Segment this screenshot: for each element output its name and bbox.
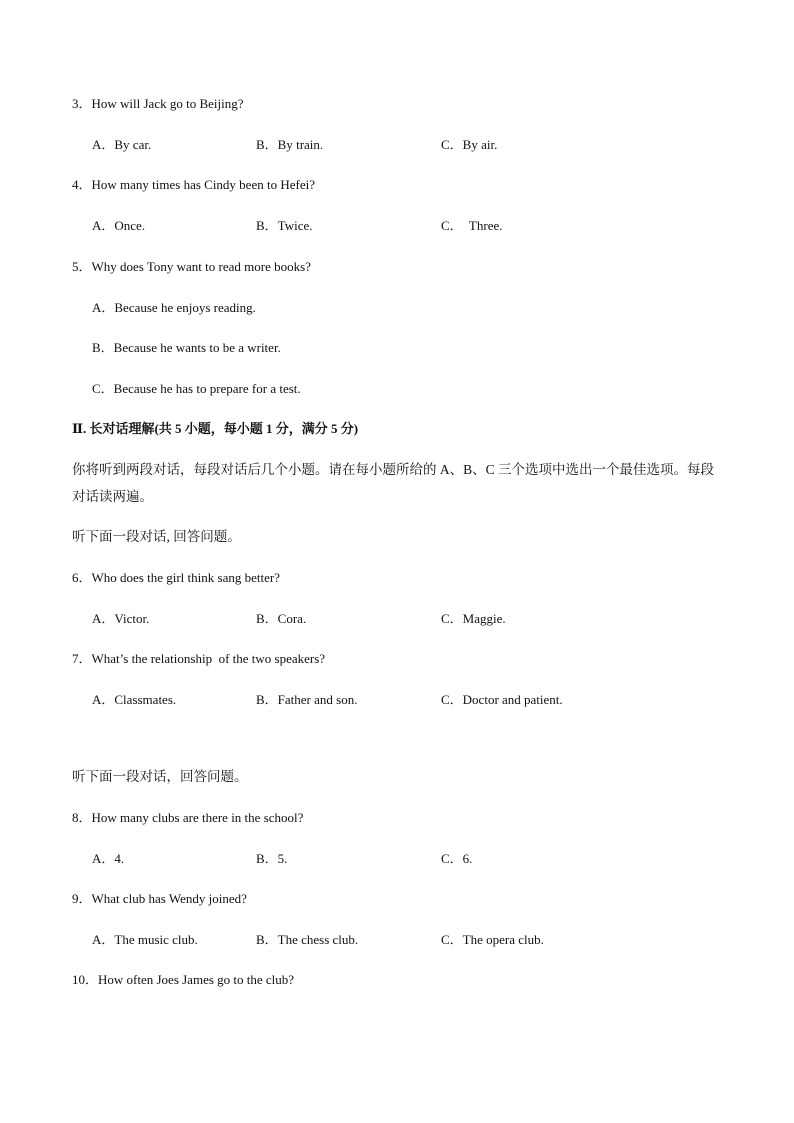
q4-option-c: C． Three. [441, 218, 503, 233]
dialogue-2-instruction: 听下面一段对话，回答问题。 [72, 769, 248, 784]
q3-option-b: B．By train. [256, 137, 324, 152]
q5-option-b: B．Because he wants to be a writer. [92, 340, 281, 355]
question-4: 4．How many times has Cindy been to Hefei? [72, 177, 315, 192]
q3-option-a: A．By car. [92, 137, 152, 152]
q5-option-a: A．Because he enjoys reading. [92, 300, 256, 315]
question-6: 6．Who does the girl think sang better? [72, 570, 280, 585]
q7-option-a: A．Classmates. [92, 692, 177, 707]
q3-option-c: C．By air. [441, 137, 498, 152]
q4-option-b: B．Twice. [256, 218, 313, 233]
q6-option-b: B．Cora. [256, 611, 307, 626]
question-3: 3．How will Jack go to Beijing? [72, 96, 244, 111]
dialogue-1-instruction: 听下面一段对话, 回答问题。 [72, 529, 241, 544]
q4-option-a: A．Once. [92, 218, 146, 233]
section-heading: Ⅱ. 长对话理解(共 5 小题，每小题 1 分，满分 5 分) [72, 421, 359, 436]
q6-option-c: C．Maggie. [441, 611, 506, 626]
q9-option-a: A．The music club. [92, 932, 198, 947]
question-7: 7．What’s the relationship of the two speakers? [72, 651, 326, 666]
q9-option-c: C．The opera club. [441, 932, 544, 947]
question-8: 8．How many clubs are there in the school? [72, 810, 304, 825]
section-directions: 你将听到两段对话，每段对话后几个小题。请在每小题所给的 A、B、C 三个选项中选出一个最佳选项。每段对话读两遍。 [72, 462, 715, 504]
question-10: 10．How often Joes James go to the club? [72, 972, 295, 987]
q8-option-b: B．5. [256, 851, 288, 866]
q9-option-b: B．The chess club. [256, 932, 359, 947]
question-9: 9．What club has Wendy joined? [72, 891, 247, 906]
q7-option-c: C．Doctor and patient. [441, 692, 563, 707]
q6-option-a: A．Victor. [92, 611, 150, 626]
q8-option-c: C．6. [441, 851, 473, 866]
question-5: 5．Why does Tony want to read more books? [72, 259, 311, 274]
q5-option-c: C．Because he has to prepare for a test. [92, 381, 301, 396]
q8-option-a: A．4. [92, 851, 125, 866]
q7-option-b: B．Father and son. [256, 692, 358, 707]
